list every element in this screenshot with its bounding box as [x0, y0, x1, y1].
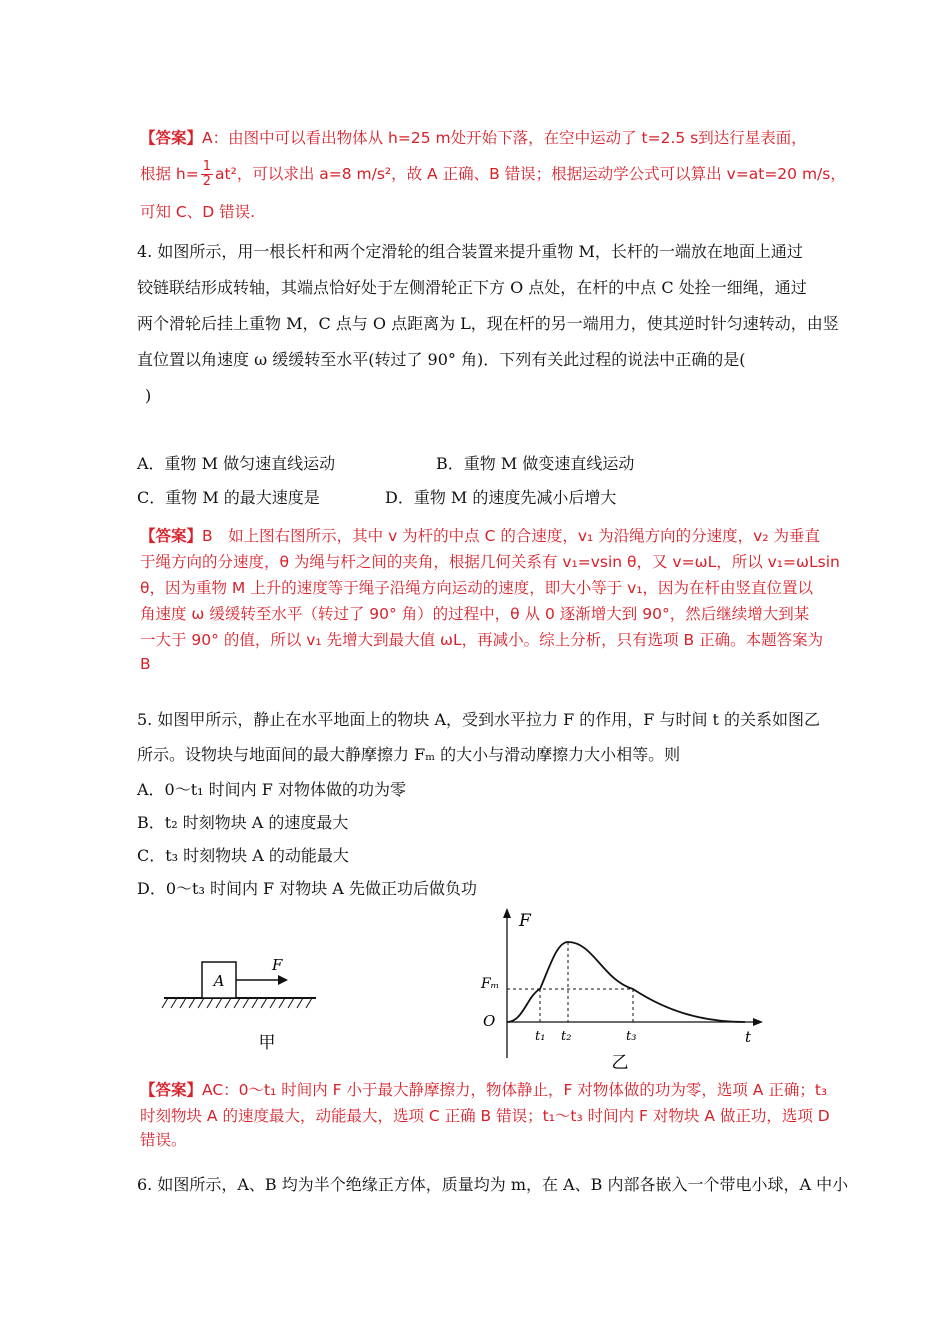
q4-line5: ): [145, 386, 152, 405]
q6-line1: 6. 如图所示，A、B 均为半个绝缘正方体，质量均为 m，在 A、B 内部各嵌入一个带电小球，A 中小: [137, 1175, 849, 1194]
answer5-line2: 时刻物块 A 的速度最大，动能最大，选项 C 正确 B 错误；t₁～t₃ 时间内 F 对物块 A 做正功，选项 D: [140, 1107, 830, 1125]
arrow-head-icon: [278, 975, 288, 985]
block-label: A: [213, 972, 225, 990]
answer4-line1: 【答案】B 如上图右图所示，其中 v 为杆的中点 C 的合速度，v₁ 为沿绳方向的分速度，v₂ 为垂直: [140, 527, 820, 545]
t3-label: t₃: [626, 1029, 637, 1044]
answer4-line4: 角速度 ω 缓缓转至水平（转过了 90° 角）的过程中，θ 从 0 逐渐增大到 90°，然后继续增大到某: [140, 605, 810, 623]
caption-yi: 乙: [611, 1053, 629, 1073]
answer3-line3: 可知 C、D 错误.: [140, 203, 256, 221]
answer-tag: 【答案】: [140, 129, 203, 147]
figure-jia: [160, 940, 320, 1055]
answer3-line1: 【答案】A：由图中可以看出物体从 h=25 m处开始下落，在空中运动了 t=2.5 s到达行星表面，: [140, 129, 807, 147]
q5-line1: 5. 如图甲所示，静止在水平地面上的物块 A，受到水平拉力 F 的作用，F 与时间 t 的关系如图乙: [137, 710, 821, 729]
q5-option-c: C．t₃ 时刻物块 A 的动能最大: [137, 846, 349, 865]
fraction: $\frac{1}{2}$: [202, 159, 212, 189]
q4-line3: 两个滑轮后挂上重物 M，C 点与 O 点距离为 L，现在杆的另一端用力，使其逆时针匀速转动，由竖: [137, 314, 839, 333]
q4-option-c: C．重物 M 的最大速度是: [137, 488, 320, 507]
answer4-line2: 于绳方向的分速度，θ 为绳与杆之间的夹角，根据几何关系有 v₁=vsin θ，又 v=ωL，所以 v₁=ωLsin: [140, 553, 840, 571]
origin-label: O: [483, 1012, 496, 1030]
q4-option-a: A．重物 M 做匀速直线运动: [137, 454, 336, 473]
q4-line4: 直位置以角速度 ω 缓缓转至水平(转过了 90° 角)．下列有关此过程的说法中正确的是(: [137, 350, 746, 369]
answer4-line6: B: [140, 655, 151, 673]
answer-tag: 【答案】: [140, 1081, 203, 1099]
y-axis-arrow-icon: [503, 908, 511, 918]
force-curve: [507, 942, 745, 1022]
answer5-line3: 错误。: [140, 1131, 187, 1149]
q4-line1: 4. 如图所示，用一根长杆和两个定滑轮的组合装置来提升重物 M，长杆的一端放在地面上通过: [137, 242, 803, 261]
q4-line2: 铰链联结形成转轴，其端点恰好处于左侧滑轮正下方 O 点处，在杆的中点 C 处拴一细绳，通过: [137, 278, 807, 297]
x-axis-arrow-icon: [753, 1018, 763, 1026]
x-axis-label: t: [745, 1028, 752, 1046]
q5-line2: 所示。设物块与地面间的最大静摩擦力 Fₘ 的大小与滑动摩擦力大小相等。则: [137, 745, 681, 764]
q5-option-a: A．0～t₁ 时间内 F 对物体做的功为零: [137, 780, 406, 799]
answer5-line1: 【答案】AC：0～t₁ 时间内 F 小于最大静摩擦力，物体静止，F 对物体做的功为零，选项 A 正确；t₃: [140, 1081, 828, 1099]
caption-jia: 甲: [258, 1033, 276, 1053]
q4-option-d: D．重物 M 的速度先减小后增大: [385, 488, 617, 507]
fm-label: Fₘ: [481, 976, 500, 992]
y-axis-label: F: [519, 911, 531, 931]
q4-option-b: B．重物 M 做变速直线运动: [436, 454, 635, 473]
figure-yi: [475, 906, 775, 1076]
t1-label: t₁: [535, 1029, 546, 1044]
answer3-line2: 根据 h= $\frac{1}{2}$ at²，可以求出 a=8 m/s²，故 A 正确、B 错误；根据运动学公式可以算出 v=at=20 m/s，: [140, 159, 846, 189]
ground-hatch: [162, 998, 312, 1008]
answer4-line5: 一大于 90° 的值，所以 v₁ 先增大到最大值 ωL，再减小。综上分析，只有选项 B 正确。本题答案为: [140, 631, 824, 649]
q5-option-b: B．t₂ 时刻物块 A 的速度最大: [137, 813, 349, 832]
force-label: F: [272, 956, 283, 974]
answer-tag: 【答案】: [140, 527, 203, 545]
q5-option-d: D．0～t₃ 时间内 F 对物块 A 先做正功后做负功: [137, 879, 477, 898]
t2-label: t₂: [561, 1029, 572, 1044]
answer4-line3: θ，因为重物 M 上升的速度等于绳子沿绳方向运动的速度，即大小等于 v₁，因为在杆由竖直位置以: [140, 579, 814, 597]
